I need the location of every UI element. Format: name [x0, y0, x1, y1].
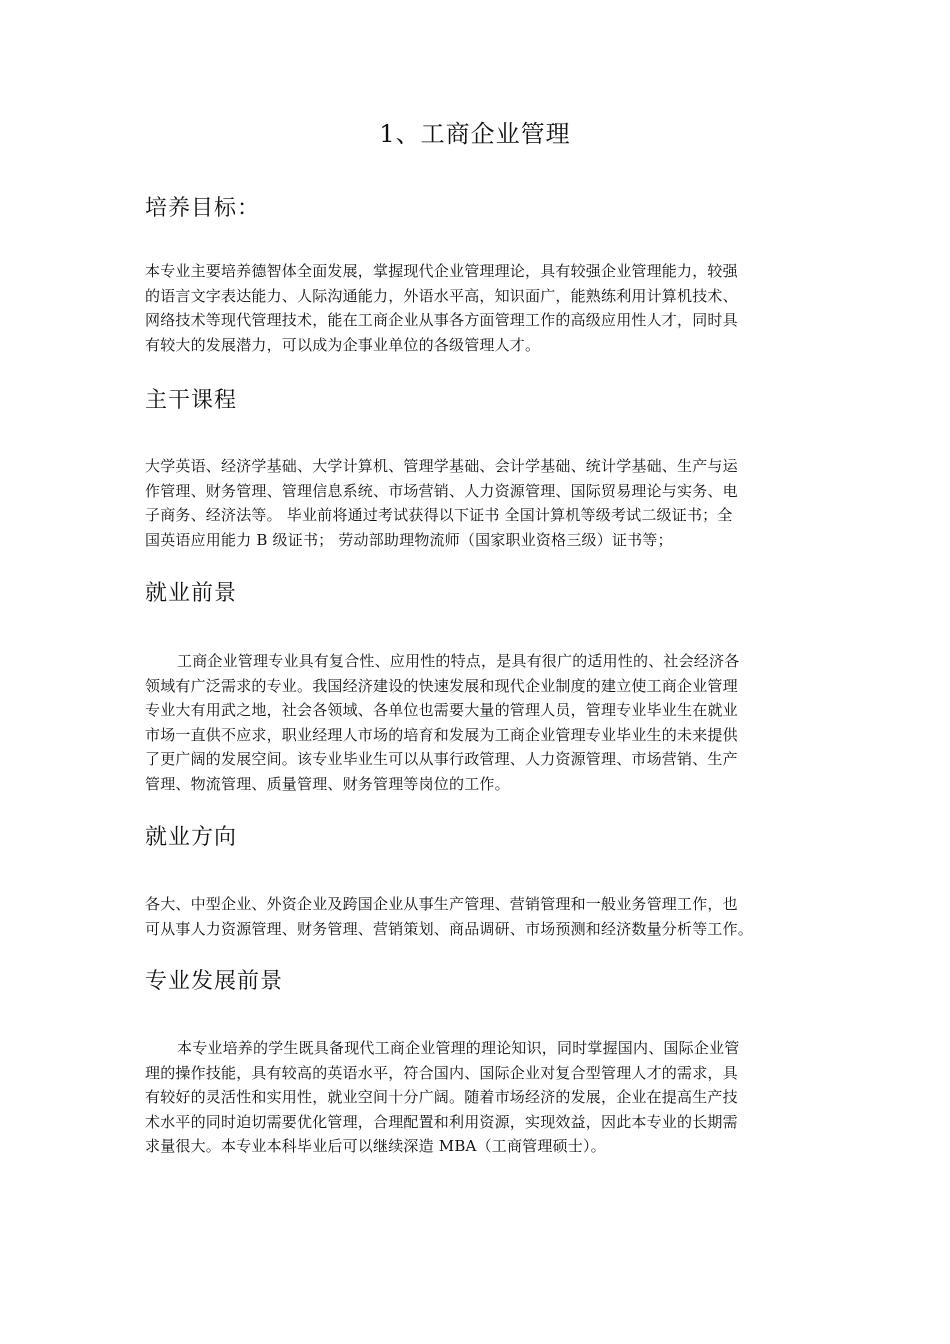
- section-heading-core-courses: 主干课程: [145, 388, 238, 413]
- section-heading-training-goals: 培养目标：: [145, 196, 261, 221]
- paragraph-line: 领域有广泛需求的专业。我国经济建设的快速发展和现代企业制度的建立使工商企业管理: [145, 676, 738, 695]
- paragraph-line: 术水平的同时迫切需要优化管理，合理配置和利用资源，实现效益，因此本专业的长期需: [145, 1112, 738, 1131]
- paragraph-line: 工商企业管理专业具有复合性、应用性的特点，是具有很广的适用性的、社会经济各: [177, 652, 740, 670]
- paragraph-line: 的语言文字表达能力、人际沟通能力，外语水平高，知识面广，能熟练利用计算机技术、: [145, 286, 738, 305]
- section-heading-development-prospects: 专业发展前景: [145, 969, 284, 994]
- section-paragraph-training-goals: [145, 259, 810, 357]
- paragraph-line: 子商务、经济法等。 毕业前将通过考试获得以下证书 全国计算机等级考试二级证书；全: [145, 506, 733, 524]
- section-heading-employment-prospects: 就业前景: [145, 581, 238, 606]
- paragraph-line: 市场一直供不应求，职业经理人市场的培育和发展为工商企业管理专业毕业生的未来提供: [145, 725, 738, 744]
- paragraph-line: 理的操作技能，具有较高的英语水平，符合国内、国际企业对复合型管理人才的需求，具: [145, 1063, 738, 1082]
- section-heading-career-directions: 就业方向: [145, 825, 238, 850]
- paragraph-line: 各大、中型企业、外资企业及跨国企业从事生产管理、营销管理和一般业务管理工作，也: [145, 895, 738, 913]
- paragraph-line: 有较大的发展潜力，可以成为企事业单位的各级管理人才。: [145, 335, 541, 354]
- paragraph-line: 本专业培养的学生既具备现代工商企业管理的理论知识，同时掌握国内、国际企业管: [177, 1039, 740, 1057]
- paragraph-line: 了更广阔的发展空间。该专业毕业生可以从事行政管理、人力资源管理、市场营销、生产: [145, 750, 738, 768]
- paragraph-line: 作管理、财务管理、管理信息系统、市场营销、人力资源管理、国际贸易理论与实务、电: [145, 481, 738, 500]
- paragraph-line: 本专业主要培养德智体全面发展，掌握现代企业管理理论，具有较强企业管理能力，较强: [145, 262, 738, 280]
- document-title: 1、工商企业管理: [379, 120, 571, 148]
- paragraph-line: 网络技术等现代管理技术，能在工商企业从事各方面管理工作的高级应用性人才，同时具: [145, 311, 738, 329]
- section-paragraph-career-directions: [145, 892, 810, 941]
- section-paragraph-employment-prospects: [145, 649, 810, 796]
- paragraph-line: 求量很大。本专业本科毕业后可以继续深造 MBA（工商管理硕士）。: [145, 1137, 606, 1155]
- paragraph-line: 管理、物流管理、质量管理、财务管理等岗位的工作。: [145, 774, 510, 793]
- paragraph-line: 可从事人力资源管理、财务管理、营销策划、商品调研、市场预测和经济数量分析等工作。: [145, 919, 754, 938]
- paragraph-line: 有较好的灵活性和实用性，就业空间十分广阔。随着市场经济的发展，企业在提高生产技: [145, 1088, 738, 1106]
- section-paragraph-development-prospects: [145, 1036, 810, 1159]
- paragraph-line: 专业大有用武之地，社会各领域、各单位也需要大量的管理人员，管理专业毕业生在就业: [145, 701, 738, 719]
- section-paragraph-core-courses: [145, 454, 810, 552]
- paragraph-line: 国英语应用能力 B 级证书； 劳动部助理物流师（国家职业资格三级）证书等；: [145, 530, 673, 549]
- paragraph-line: 大学英语、经济学基础、大学计算机、管理学基础、会计学基础、统计学基础、生产与运: [145, 457, 738, 475]
